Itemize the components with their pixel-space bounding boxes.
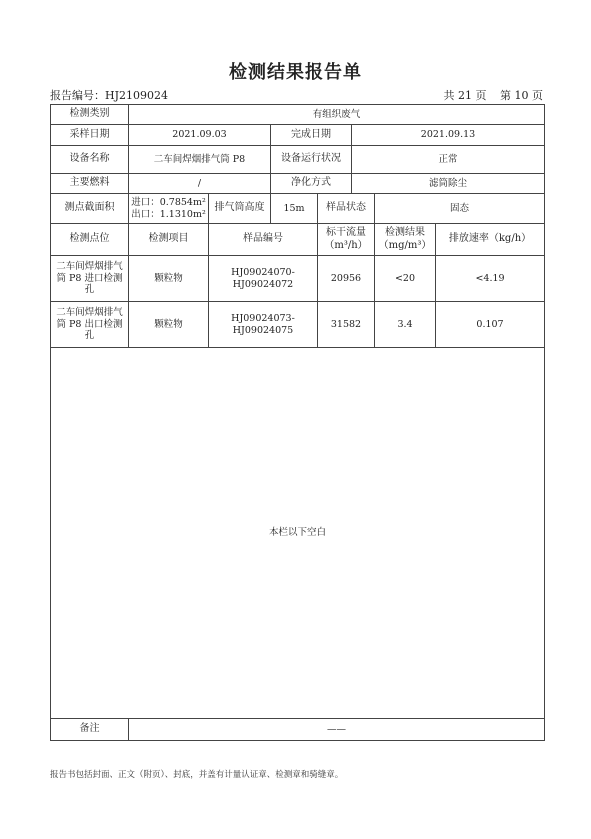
purify-label: 净化方式 [271,174,352,194]
row-blank-area [51,348,545,719]
category-label: 检测类别 [51,105,129,125]
row-point: 二车间焊烟排气筒 P8 进口检测孔 [51,256,129,302]
row-sample-no: HJ09024070-HJ09024072 [209,256,318,302]
section-inlet: 进口：0.7854m² [131,196,206,208]
row-fuel [51,174,545,194]
row-dates [51,125,545,146]
device-status-label: 设备运行状况 [271,146,352,174]
results-table [50,104,545,741]
remark-value: —— [129,719,545,741]
page-info [434,87,544,103]
row-result: <20 [375,256,436,302]
row-point: 二车间焊烟排气筒 P8 出口检测孔 [51,302,129,348]
section-outlet: 出口：1.1310m² [131,208,206,220]
col-point: 检测点位 [51,224,129,256]
stack-height-label: 排气筒高度 [209,194,271,224]
finish-date: 2021.09.13 [352,125,545,146]
sample-state: 固态 [375,194,545,224]
col-rate: 排放速率（kg/h） [436,224,545,256]
col-item: 检测项目 [129,224,209,256]
purify-value: 滤筒除尘 [352,174,545,194]
total-pages: 共 21 页 [443,89,487,102]
sample-date-label: 采样日期 [51,125,129,146]
col-sample-no: 样品编号 [209,224,318,256]
fuel-value: / [129,174,271,194]
finish-date-label: 完成日期 [271,125,352,146]
stack-height: 15m [271,194,318,224]
device-label: 设备名称 [51,146,129,174]
row-flow: 20956 [318,256,375,302]
section-label: 测点截面积 [51,194,129,224]
fuel-label: 主要燃料 [51,174,129,194]
row-sample-no: HJ09024073-HJ09024075 [209,302,318,348]
row-rate: <4.19 [436,256,545,302]
remark-label: 备注 [51,719,129,741]
row-item: 颗粒物 [129,256,209,302]
sample-date: 2021.09.03 [129,125,271,146]
col-result: 检测结果（mg/m³） [375,224,436,256]
row-result: 3.4 [375,302,436,348]
col-flow: 标干流量（m³/h） [318,224,375,256]
category-value: 有组织废气 [129,105,545,125]
device-status: 正常 [352,146,545,174]
table-row [51,256,545,302]
report-title: 检测结果报告单 [229,62,362,83]
row-device [51,146,545,174]
row-category [51,105,545,125]
row-remark [51,719,545,741]
footer-note: 报告书包括封面、正文（附页）、封底，并盖有计量认证章、检测章和骑缝章。 [50,770,344,780]
blank-note: 本栏以下空白 [51,348,545,719]
row-rate: 0.107 [436,302,545,348]
device-value: 二车间焊烟排气筒 P8 [129,146,271,174]
report-number: 报告编号：HJ2109024 [50,89,168,102]
row-column-headers [51,224,545,256]
row-flow: 31582 [318,302,375,348]
row-item: 颗粒物 [129,302,209,348]
table-row [51,302,545,348]
section-values [129,194,209,224]
row-section [51,194,545,224]
sample-state-label: 样品状态 [318,194,375,224]
current-page: 第 10 页 [500,89,543,102]
